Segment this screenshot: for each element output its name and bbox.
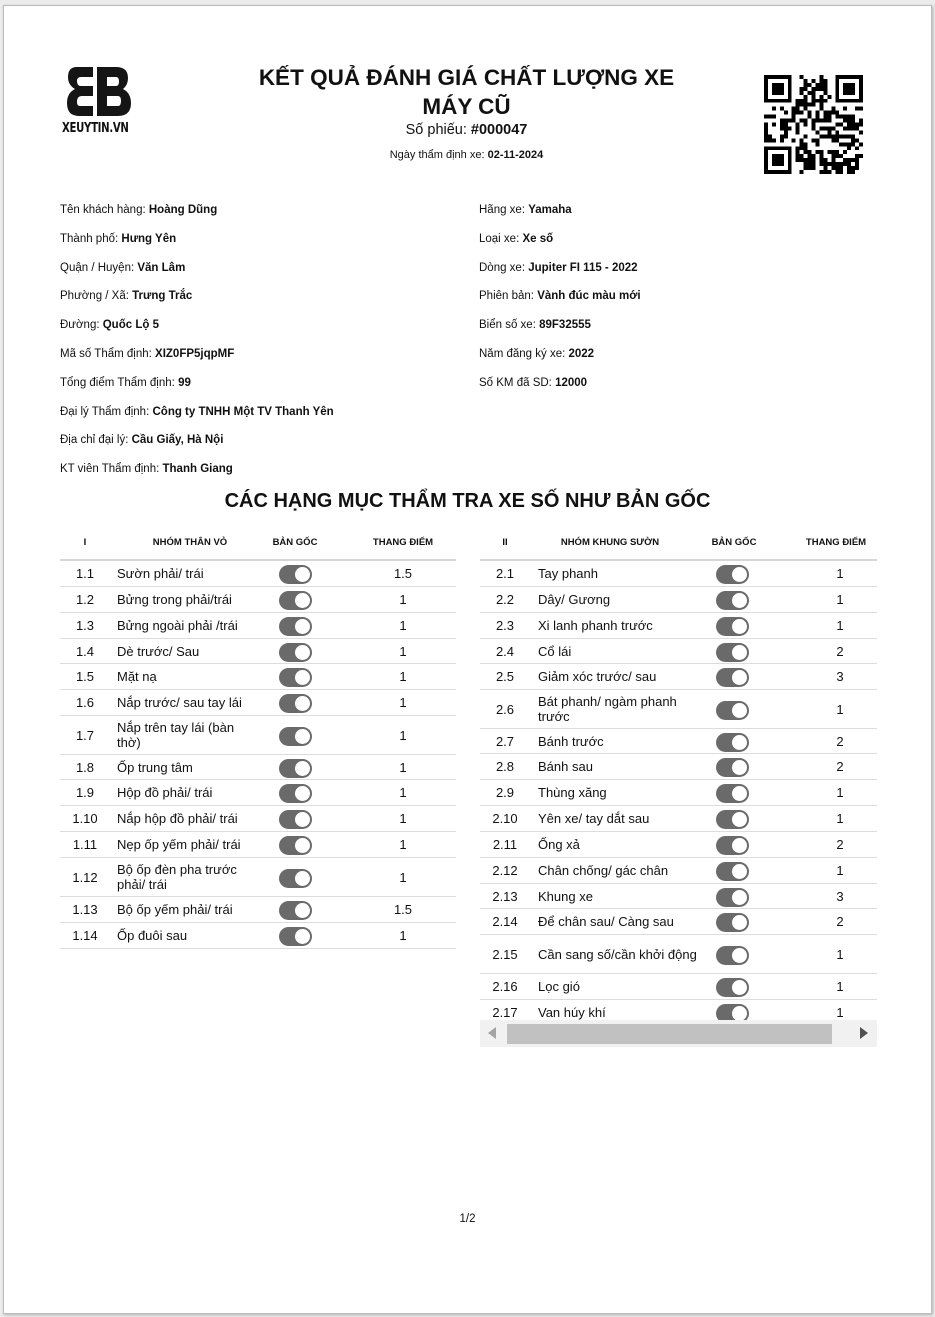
date-label: Ngày thẩm định xe: bbox=[389, 149, 485, 161]
table-header bbox=[60, 524, 456, 561]
info-value: Thanh Giang bbox=[162, 463, 233, 476]
item-score: 2 bbox=[836, 643, 844, 659]
scroll-left-arrow-icon[interactable] bbox=[488, 1027, 496, 1039]
table-row bbox=[60, 755, 456, 780]
info-label: Đại lý Thẩm định: bbox=[60, 405, 150, 418]
info-line bbox=[479, 377, 587, 389]
info-value: Yamaha bbox=[528, 204, 572, 216]
info-label: Tên khách hàng: bbox=[60, 204, 146, 216]
item-number: 2.8 bbox=[495, 759, 515, 774]
info-line bbox=[60, 406, 334, 418]
info-line bbox=[60, 233, 176, 245]
item-score: 1 bbox=[399, 759, 407, 775]
item-score: 1 bbox=[399, 811, 407, 826]
item-number: 1.7 bbox=[75, 727, 95, 743]
item-name: Van húy khí bbox=[538, 1005, 606, 1020]
header-index: II bbox=[502, 537, 508, 548]
item-number: 2.13 bbox=[492, 888, 518, 904]
item-name: Mặt nạ bbox=[117, 669, 157, 684]
info-label: Số KM đã SD: bbox=[479, 376, 552, 389]
header-score: THANG ĐIỂM bbox=[372, 537, 434, 548]
info-value: XIZ0FP5jqpMF bbox=[155, 348, 235, 360]
item-number: 2.1 bbox=[495, 566, 515, 581]
logo-text: XEUYTIN.VN bbox=[62, 121, 129, 136]
info-line bbox=[60, 434, 223, 446]
table-row bbox=[60, 587, 456, 613]
item-number: 2.12 bbox=[492, 863, 518, 878]
item-name: Bộ ốp yếm phải/ trái bbox=[117, 902, 233, 917]
info-line bbox=[60, 319, 159, 331]
item-name: Tay phanh bbox=[538, 566, 598, 581]
item-number: 2.9 bbox=[495, 785, 515, 800]
item-score: 1 bbox=[399, 592, 407, 607]
item-score: 1 bbox=[836, 701, 844, 717]
inspection-date bbox=[234, 149, 699, 161]
item-score: 1 bbox=[836, 566, 844, 581]
table-row bbox=[480, 729, 877, 754]
item-name: Cần sang số/cần khởi động bbox=[538, 946, 697, 962]
item-number: 2.7 bbox=[495, 733, 515, 749]
table-header bbox=[480, 524, 877, 561]
item-score: 1.5 bbox=[393, 902, 413, 917]
info-value: Quốc Lộ 5 bbox=[102, 319, 159, 332]
item-name: Dây/ Gương bbox=[538, 592, 611, 607]
item-score: 1.5 bbox=[393, 566, 413, 581]
item-score: 1 bbox=[399, 928, 407, 943]
info-line bbox=[479, 348, 594, 360]
info-label: Địa chỉ đại lý: bbox=[60, 434, 129, 447]
info-value: Hưng Yên bbox=[121, 232, 177, 245]
info-value: 2022 bbox=[568, 348, 595, 360]
item-name: Bánh trước bbox=[538, 733, 604, 749]
item-name: Bát phanh/ ngàm phanh trước bbox=[538, 694, 677, 724]
item-score: 1 bbox=[836, 618, 844, 633]
page-number: 1/2 bbox=[459, 1213, 476, 1225]
info-value: Công ty TNHH Một TV Thanh Yên bbox=[152, 405, 334, 418]
item-number: 2.15 bbox=[492, 946, 518, 962]
item-score: 1 bbox=[399, 785, 407, 800]
table-row bbox=[480, 832, 877, 858]
original-part-toggle[interactable] bbox=[716, 591, 749, 610]
title-line-2: MÁY CŨ bbox=[422, 94, 511, 119]
item-score: 1 bbox=[836, 592, 844, 607]
date-value: 02-11-2024 bbox=[487, 149, 544, 161]
header-original: BẢN GỐC bbox=[272, 537, 318, 548]
header-group: NHÓM KHUNG SƯỜN bbox=[560, 537, 660, 548]
item-number: 2.6 bbox=[495, 701, 515, 717]
logo-icon bbox=[66, 64, 132, 118]
info-line bbox=[60, 262, 185, 274]
table-row bbox=[60, 690, 456, 716]
item-score: 1 bbox=[399, 727, 407, 743]
item-number: 1.10 bbox=[72, 811, 98, 826]
info-label: Tổng điểm Thẩm định: bbox=[60, 376, 175, 389]
original-part-toggle[interactable] bbox=[279, 836, 312, 855]
original-part-toggle[interactable] bbox=[716, 913, 749, 932]
original-part-toggle[interactable] bbox=[716, 643, 749, 662]
item-score: 1 bbox=[399, 669, 407, 684]
item-name: Bộ ốp đèn pha trước phải/ trái bbox=[117, 862, 237, 892]
item-name: Nắp trên tay lái (bàn thờ) bbox=[117, 720, 235, 750]
info-label: Thành phố: bbox=[60, 232, 119, 245]
info-line bbox=[479, 233, 553, 245]
info-line bbox=[60, 348, 234, 360]
header-group: NHÓM THÂN VỎ bbox=[152, 537, 228, 548]
info-label: Loại xe: bbox=[479, 232, 520, 245]
item-score: 1 bbox=[836, 1005, 844, 1020]
header-score: THANG ĐIỂM bbox=[805, 537, 867, 548]
item-number: 2.14 bbox=[492, 914, 518, 929]
item-number: 1.11 bbox=[72, 837, 98, 852]
item-name: Dè trước/ Sau bbox=[117, 643, 200, 659]
info-value: Cầu Giấy, Hà Nội bbox=[131, 434, 224, 447]
info-line bbox=[60, 204, 217, 216]
original-part-toggle[interactable] bbox=[279, 869, 312, 888]
original-part-toggle[interactable] bbox=[279, 591, 312, 610]
original-part-toggle[interactable] bbox=[279, 810, 312, 829]
item-name: Yên xe/ tay dắt sau bbox=[538, 811, 650, 826]
header-original: BẢN GỐC bbox=[711, 537, 757, 548]
info-value: Xe số bbox=[522, 232, 554, 245]
original-part-toggle[interactable] bbox=[716, 836, 749, 855]
table-row bbox=[60, 613, 456, 639]
item-number: 1.3 bbox=[75, 618, 95, 633]
info-line bbox=[60, 377, 191, 389]
item-number: 1.4 bbox=[75, 643, 95, 659]
info-line bbox=[479, 204, 572, 216]
header-index: I bbox=[83, 537, 87, 548]
info-line bbox=[60, 463, 233, 475]
info-value: Vành đúc màu mới bbox=[537, 290, 641, 303]
original-part-toggle[interactable] bbox=[716, 862, 749, 881]
info-value: Văn Lâm bbox=[137, 261, 186, 274]
item-name: Hộp đồ phải/ trái bbox=[117, 785, 213, 800]
item-score: 2 bbox=[836, 914, 844, 929]
item-name: Giảm xóc trước/ sau bbox=[538, 669, 657, 684]
original-part-toggle[interactable] bbox=[716, 810, 749, 829]
original-part-toggle[interactable] bbox=[716, 978, 749, 997]
item-number: 2.17 bbox=[492, 1005, 518, 1020]
item-number: 1.5 bbox=[75, 669, 95, 684]
item-score: 2 bbox=[836, 733, 844, 749]
table-row bbox=[60, 639, 456, 664]
original-part-toggle[interactable] bbox=[279, 668, 312, 687]
ticket-number bbox=[234, 122, 699, 138]
item-number: 2.5 bbox=[495, 669, 515, 684]
table-row bbox=[480, 587, 877, 613]
original-part-toggle[interactable] bbox=[716, 733, 749, 752]
original-part-toggle[interactable] bbox=[716, 668, 749, 687]
original-part-toggle[interactable] bbox=[716, 617, 749, 636]
table-row bbox=[480, 974, 877, 1000]
company-logo bbox=[62, 62, 142, 144]
info-value: 89F32555 bbox=[539, 319, 591, 332]
original-part-toggle[interactable] bbox=[279, 759, 312, 778]
table-row bbox=[480, 754, 877, 780]
original-part-toggle[interactable] bbox=[716, 784, 749, 803]
item-number: 1.1 bbox=[75, 566, 95, 581]
original-part-toggle[interactable] bbox=[279, 727, 312, 746]
item-score: 2 bbox=[836, 759, 844, 774]
info-line bbox=[479, 262, 638, 274]
item-name: Sườn phải/ trái bbox=[117, 566, 204, 581]
original-part-toggle[interactable] bbox=[279, 617, 312, 636]
original-part-toggle[interactable] bbox=[716, 565, 749, 584]
item-number: 1.2 bbox=[75, 592, 95, 607]
item-score: 1 bbox=[399, 618, 407, 633]
item-score: 2 bbox=[836, 837, 844, 852]
info-line bbox=[479, 319, 591, 331]
table-row bbox=[60, 780, 456, 806]
original-part-toggle[interactable] bbox=[279, 927, 312, 946]
ticket-value: #000047 bbox=[470, 122, 528, 138]
item-number: 2.16 bbox=[492, 979, 518, 994]
item-number: 2.4 bbox=[495, 643, 515, 659]
original-part-toggle[interactable] bbox=[716, 758, 749, 777]
qr-code-icon bbox=[764, 75, 863, 174]
item-name: Bánh sau bbox=[538, 759, 593, 774]
info-label: Đường: bbox=[60, 319, 100, 332]
ticket-label: Số phiếu: bbox=[405, 122, 467, 138]
horizontal-scrollbar[interactable] bbox=[480, 1020, 877, 1047]
info-line bbox=[479, 290, 641, 302]
table-row bbox=[480, 909, 877, 935]
table-row bbox=[60, 858, 456, 897]
info-label: Quận / Huyện: bbox=[60, 261, 135, 274]
item-number: 1.9 bbox=[75, 785, 95, 800]
table-row bbox=[480, 935, 877, 974]
original-part-toggle[interactable] bbox=[279, 643, 312, 662]
info-value: 12000 bbox=[555, 376, 588, 389]
item-score: 3 bbox=[836, 888, 844, 904]
table-row bbox=[480, 884, 877, 909]
table-row bbox=[480, 690, 877, 729]
table-row bbox=[60, 664, 456, 690]
item-name: Để chân sau/ Càng sau bbox=[538, 914, 674, 929]
info-label: KT viên Thẩm định: bbox=[60, 463, 160, 476]
table-row bbox=[480, 613, 877, 639]
item-score: 1 bbox=[399, 643, 407, 659]
table-row bbox=[60, 832, 456, 858]
item-name: Nắp hộp đồ phải/ trái bbox=[117, 811, 238, 826]
report-title bbox=[234, 63, 699, 121]
item-score: 1 bbox=[836, 811, 844, 826]
table-row bbox=[60, 923, 456, 949]
item-number: 1.8 bbox=[75, 759, 95, 775]
info-label: Năm đăng ký xe: bbox=[479, 348, 566, 360]
item-name: Bửng ngoài phải /trái bbox=[117, 618, 238, 633]
item-number: 1.13 bbox=[72, 902, 98, 917]
item-name: Ống xả bbox=[538, 837, 580, 852]
table-row bbox=[480, 780, 877, 806]
item-name: Nắp trước/ sau tay lái bbox=[117, 695, 242, 710]
item-number: 2.3 bbox=[495, 618, 515, 633]
item-score: 1 bbox=[836, 863, 844, 878]
table-row bbox=[480, 561, 877, 587]
info-label: Phiên bản: bbox=[479, 290, 534, 303]
item-number: 2.10 bbox=[492, 811, 518, 826]
info-value: Trưng Trắc bbox=[132, 290, 193, 303]
table-row bbox=[480, 858, 877, 884]
table-row bbox=[60, 897, 456, 923]
table-row bbox=[480, 806, 877, 832]
info-label: Phường / Xã: bbox=[60, 290, 129, 303]
item-number: 1.12 bbox=[72, 869, 98, 885]
original-part-toggle[interactable] bbox=[279, 694, 312, 713]
info-value: Hoàng Dũng bbox=[148, 204, 218, 216]
info-label: Mã số Thẩm định: bbox=[60, 348, 152, 360]
item-score: 1 bbox=[399, 837, 407, 852]
original-part-toggle[interactable] bbox=[279, 784, 312, 803]
item-name: Bửng trong phải/trái bbox=[117, 592, 232, 607]
info-value: 99 bbox=[178, 376, 191, 389]
item-name: Nẹp ốp yếm phải/ trái bbox=[117, 837, 241, 852]
item-name: Khung xe bbox=[538, 888, 593, 904]
table-row bbox=[480, 664, 877, 690]
info-line bbox=[60, 290, 192, 302]
item-name: Ốp đuôi sau bbox=[117, 928, 188, 943]
table-row bbox=[60, 806, 456, 832]
item-name: Chân chống/ gác chân bbox=[538, 863, 669, 878]
scroll-right-arrow-icon[interactable] bbox=[860, 1027, 868, 1039]
info-label: Dòng xe: bbox=[479, 261, 526, 274]
table-row bbox=[60, 716, 456, 755]
section-title: CÁC HẠNG MỤC THẨM TRA XE SỐ NHƯ BẢN GỐC bbox=[224, 490, 711, 512]
item-name: Cổ lái bbox=[538, 643, 572, 659]
original-part-toggle[interactable] bbox=[279, 901, 312, 920]
item-score: 1 bbox=[836, 946, 844, 962]
item-score: 3 bbox=[836, 669, 844, 684]
item-name: Thùng xăng bbox=[538, 785, 607, 800]
original-part-toggle[interactable] bbox=[279, 565, 312, 584]
original-part-toggle[interactable] bbox=[716, 946, 749, 965]
item-name: Lọc gió bbox=[538, 979, 580, 994]
item-number: 1.14 bbox=[72, 928, 98, 943]
table-row bbox=[60, 561, 456, 587]
item-score: 1 bbox=[836, 979, 844, 994]
item-number: 1.6 bbox=[75, 695, 95, 710]
item-score: 1 bbox=[399, 869, 407, 885]
table-row bbox=[480, 639, 877, 664]
item-score: 1 bbox=[836, 785, 844, 800]
info-value: Jupiter FI 115 - 2022 bbox=[528, 261, 638, 274]
item-name: Xi lanh phanh trước bbox=[538, 618, 653, 633]
item-name: Ốp trung tâm bbox=[117, 759, 193, 775]
title-line-1: KẾT QUẢ ĐÁNH GIÁ CHẤT LƯỢNG XE bbox=[258, 65, 675, 90]
item-score: 1 bbox=[399, 695, 407, 710]
item-number: 2.2 bbox=[495, 592, 515, 607]
original-part-toggle[interactable] bbox=[716, 888, 749, 907]
info-label: Hãng xe: bbox=[479, 204, 526, 216]
info-label: Biển số xe: bbox=[479, 319, 536, 332]
scrollbar-thumb[interactable] bbox=[507, 1024, 832, 1044]
original-part-toggle[interactable] bbox=[716, 701, 749, 720]
report-page bbox=[3, 5, 932, 1314]
item-number: 2.11 bbox=[492, 837, 518, 852]
